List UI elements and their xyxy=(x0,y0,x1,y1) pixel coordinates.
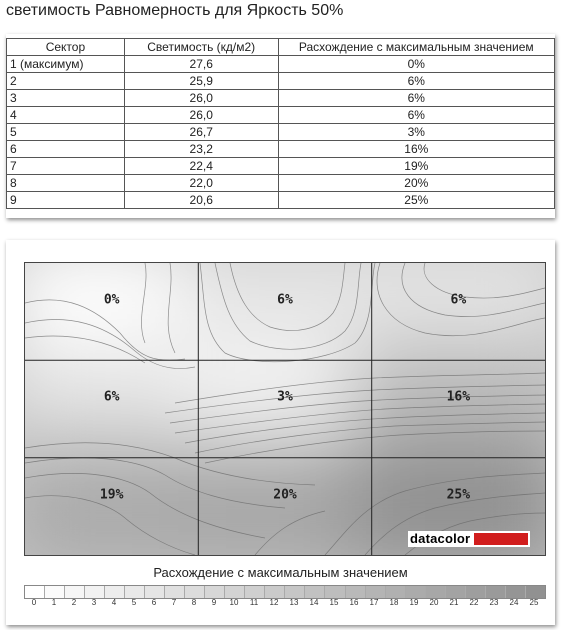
sector-label: 20% xyxy=(273,487,297,503)
luminance-table xyxy=(6,38,555,209)
legend-swatch xyxy=(165,586,185,598)
legend-tick-label: 15 xyxy=(329,598,339,607)
sector-label: 25% xyxy=(446,487,471,503)
legend-swatch xyxy=(386,586,406,598)
table-row xyxy=(7,175,555,192)
table-row xyxy=(7,124,555,141)
table-header-row xyxy=(7,39,555,56)
luminance-table-card xyxy=(6,34,555,218)
legend-swatch xyxy=(145,586,165,598)
cell-sector: 2 xyxy=(7,73,125,90)
cell-deviation: 3% xyxy=(278,124,554,141)
uniformity-map-card xyxy=(6,240,555,625)
cell-deviation: 6% xyxy=(278,73,554,90)
table-row xyxy=(7,90,555,107)
legend-title: Расхождение с максимальным значением xyxy=(153,565,408,580)
legend-tick-label: 25 xyxy=(529,598,539,607)
header-sector: Сектор xyxy=(7,39,125,56)
table-row xyxy=(7,107,555,124)
legend-tick-label: 17 xyxy=(369,598,379,607)
table-row xyxy=(7,73,555,90)
cell-sector: 1 (максимум) xyxy=(7,56,125,73)
cell-sector: 8 xyxy=(7,175,125,192)
sector-label: 6% xyxy=(103,389,120,405)
sector-label: 3% xyxy=(277,389,293,405)
legend-tick-label: 1 xyxy=(51,598,57,607)
legend-tick-label: 3 xyxy=(91,598,97,607)
legend-swatch xyxy=(185,586,205,598)
legend-swatch xyxy=(406,586,426,598)
cell-deviation: 20% xyxy=(278,175,554,192)
legend-swatch xyxy=(25,586,45,598)
uniformity-contour-map xyxy=(24,262,546,556)
sector-label: 6% xyxy=(450,292,467,308)
legend-tick-label: 18 xyxy=(389,598,399,607)
sector-label: 6% xyxy=(277,292,293,308)
legend-tick-label: 5 xyxy=(131,598,137,607)
legend-tick-label: 10 xyxy=(229,598,239,607)
legend-tick-label: 11 xyxy=(249,598,259,607)
cell-sector: 4 xyxy=(7,107,125,124)
table-row xyxy=(7,141,555,158)
cell-deviation: 19% xyxy=(278,158,554,175)
cell-sector: 7 xyxy=(7,158,125,175)
legend-swatch xyxy=(265,586,285,598)
legend-swatch xyxy=(506,586,526,598)
cell-sector: 6 xyxy=(7,141,125,158)
legend-tick-label: 7 xyxy=(171,598,177,607)
legend-swatch xyxy=(346,586,366,598)
datacolor-logo xyxy=(408,531,530,547)
legend-swatch xyxy=(245,586,265,598)
legend-swatch xyxy=(446,586,466,598)
legend-swatch xyxy=(65,586,85,598)
legend-tick-label: 4 xyxy=(111,598,117,607)
legend-tick-label: 24 xyxy=(509,598,519,607)
legend-tick-label: 6 xyxy=(151,598,157,607)
cell-sector: 3 xyxy=(7,90,125,107)
legend-swatch xyxy=(486,586,506,598)
cell-luminance: 27,6 xyxy=(124,56,278,73)
legend-swatch xyxy=(45,586,65,598)
table-row xyxy=(7,192,555,209)
legend-swatch xyxy=(285,586,305,598)
legend-swatch xyxy=(526,586,545,598)
legend-tick-label: 8 xyxy=(191,598,197,607)
legend-tick-label: 0 xyxy=(31,598,37,607)
legend-tick-label: 14 xyxy=(309,598,319,607)
logo-text: datacolor xyxy=(410,531,471,546)
legend-gradient xyxy=(24,585,546,599)
page-title: светимость Равномерность для Яркость 50% xyxy=(6,2,344,19)
sector-label: 16% xyxy=(446,389,471,405)
cell-deviation: 6% xyxy=(278,90,554,107)
legend-tick-label: 2 xyxy=(71,598,77,607)
legend-tick-label: 22 xyxy=(469,598,479,607)
cell-luminance: 26,0 xyxy=(124,90,278,107)
cell-sector: 5 xyxy=(7,124,125,141)
cell-sector: 9 xyxy=(7,192,125,209)
sector-label: 0% xyxy=(103,292,120,308)
cell-luminance: 20,6 xyxy=(124,192,278,209)
legend-swatch xyxy=(305,586,325,598)
legend-ticks xyxy=(24,598,544,618)
cell-deviation: 25% xyxy=(278,192,554,209)
legend-swatch xyxy=(225,586,245,598)
cell-luminance: 25,9 xyxy=(124,73,278,90)
legend-tick-label: 13 xyxy=(289,598,299,607)
legend-swatch xyxy=(85,586,105,598)
cell-deviation: 6% xyxy=(278,107,554,124)
legend-tick-label: 21 xyxy=(449,598,459,607)
legend-swatch xyxy=(205,586,225,598)
legend-swatch xyxy=(105,586,125,598)
legend-swatch xyxy=(125,586,145,598)
legend-tick-label: 19 xyxy=(409,598,419,607)
logo-red-bar xyxy=(472,531,530,547)
cell-luminance: 23,2 xyxy=(124,141,278,158)
table-row xyxy=(7,158,555,175)
table-row xyxy=(7,56,555,73)
cell-luminance: 22,0 xyxy=(124,175,278,192)
legend-tick-label: 9 xyxy=(211,598,217,607)
cell-luminance: 22,4 xyxy=(124,158,278,175)
cell-luminance: 26,7 xyxy=(124,124,278,141)
header-luminance: Светимость (кд/м2) xyxy=(124,39,278,56)
legend-tick-label: 16 xyxy=(349,598,359,607)
legend-swatch xyxy=(325,586,345,598)
header-deviation: Расхождение с максимальным значением xyxy=(278,39,554,56)
legend-swatch xyxy=(366,586,386,598)
cell-deviation: 16% xyxy=(278,141,554,158)
legend-tick-label: 12 xyxy=(269,598,279,607)
cell-luminance: 26,0 xyxy=(124,107,278,124)
legend-swatch xyxy=(466,586,486,598)
legend-swatch xyxy=(426,586,446,598)
legend-tick-label: 23 xyxy=(489,598,499,607)
sector-label: 19% xyxy=(99,487,124,503)
legend-tick-label: 20 xyxy=(429,598,439,607)
cell-deviation: 0% xyxy=(278,56,554,73)
